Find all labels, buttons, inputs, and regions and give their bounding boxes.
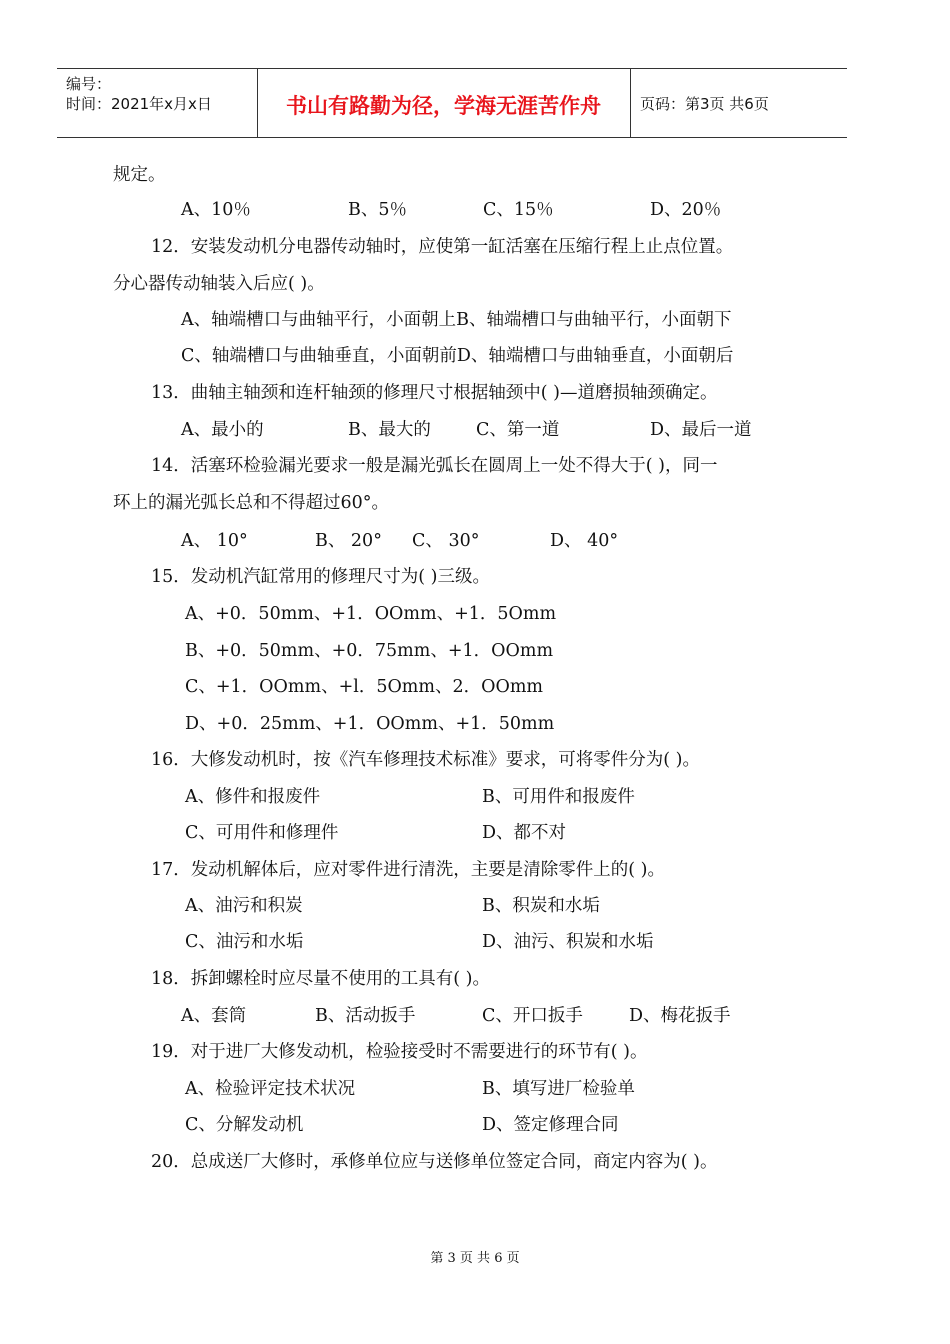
q14-option-c: C、 30° bbox=[412, 531, 480, 551]
q17-option-c: C、油污和水垢 bbox=[185, 932, 304, 952]
page-footer: 第 3 页 共 6 页 bbox=[430, 1251, 520, 1266]
q14-option-b: B、 20° bbox=[315, 531, 382, 551]
q11-option-a: A、10％ bbox=[181, 200, 251, 220]
q19-option-a: A、检验评定技术状况 bbox=[185, 1079, 356, 1099]
header-motto: 书山有路勤为径，学海无涯苦作舟 bbox=[286, 94, 601, 118]
q11-option-d: D、20％ bbox=[650, 200, 722, 220]
q16-option-a: A、修件和报废件 bbox=[185, 787, 321, 807]
q15-text: 15．发动机汽缸常用的修理尺寸为( )三级。 bbox=[151, 567, 490, 587]
q12-text-line2: 分心器传动轴装入后应( )。 bbox=[113, 274, 325, 294]
q17-option-b: B、积炭和水垢 bbox=[482, 896, 600, 916]
intro-line: 规定。 bbox=[113, 165, 166, 185]
q13-option-c: C、第一道 bbox=[476, 420, 560, 440]
q19-option-b: B、填写进厂检验单 bbox=[482, 1079, 635, 1099]
q17-text: 17．发动机解体后，应对零件进行清洗，主要是清除零件上的( )。 bbox=[151, 860, 665, 880]
q18-option-d: D、梅花扳手 bbox=[629, 1006, 731, 1026]
q15-option-d: D、+0．25mm、+1．OOmm、+1．50mm bbox=[185, 714, 555, 734]
q18-text: 18．拆卸螺栓时应尽量不使用的工具有( )。 bbox=[151, 969, 490, 989]
q13-option-b: B、最大的 bbox=[348, 420, 431, 440]
q14-option-d: D、 40° bbox=[550, 531, 619, 551]
q19-option-c: C、分解发动机 bbox=[185, 1115, 304, 1135]
q15-option-a: A、+0．50mm、+1．OOmm、+1．5Omm bbox=[185, 604, 557, 624]
q16-option-b: B、可用件和报废件 bbox=[482, 787, 635, 807]
q20-text: 20．总成送厂大修时，承修单位应与送修单位签定合同，商定内容为( )。 bbox=[151, 1152, 718, 1172]
q15-option-b: B、+0．50mm、+0．75mm、+1．OOmm bbox=[185, 641, 554, 661]
q18-option-c: C、开口扳手 bbox=[482, 1006, 583, 1026]
q18-option-b: B、活动扳手 bbox=[315, 1006, 416, 1026]
document-number-label: 编号： bbox=[66, 75, 112, 93]
q13-option-a: A、最小的 bbox=[181, 420, 264, 440]
q13-option-d: D、最后一道 bbox=[650, 420, 752, 440]
q17-option-d: D、油污、积炭和水垢 bbox=[482, 932, 654, 952]
q16-option-c: C、可用件和修理件 bbox=[185, 823, 339, 843]
header-page-number: 页码：第3页 共6页 bbox=[640, 95, 769, 113]
q11-option-b: B、5％ bbox=[348, 200, 407, 220]
q14-text-line1: 14．活塞环检验漏光要求一般是漏光弧长在圆周上一处不得大于( )，同一 bbox=[151, 456, 718, 476]
q12-options-cd: C、轴端槽口与曲轴垂直，小面朝前D、轴端槽口与曲轴垂直，小面朝后 bbox=[181, 346, 734, 366]
q17-option-a: A、油污和积炭 bbox=[185, 896, 303, 916]
q16-option-d: D、都不对 bbox=[482, 823, 567, 843]
document-date-label: 时间：2021年x月x日 bbox=[66, 95, 212, 113]
q15-option-c: C、+1．OOmm、+l．5Omm、2．OOmm bbox=[185, 677, 544, 697]
q12-text-line1: 12．安装发动机分电器传动轴时，应使第一缸活塞在压缩行程上止点位置。 bbox=[151, 237, 734, 257]
q13-text: 13．曲轴主轴颈和连杆轴颈的修理尺寸根据轴颈中( )—道磨损轴颈确定。 bbox=[151, 383, 718, 403]
header-page-cell bbox=[631, 69, 847, 137]
q18-option-a: A、套筒 bbox=[181, 1006, 247, 1026]
q12-options-ab: A、轴端槽口与曲轴平行，小面朝上B、轴端槽口与曲轴平行，小面朝下 bbox=[181, 310, 732, 330]
q14-option-a: A、 10° bbox=[181, 531, 248, 551]
q14-text-line2: 环上的漏光弧长总和不得超过60°。 bbox=[113, 493, 390, 513]
page-header bbox=[57, 68, 847, 138]
q16-text: 16．大修发动机时，按《汽车修理技术标准》要求，可将零件分为( )。 bbox=[151, 750, 700, 770]
q19-text: 19．对于进厂大修发动机，检验接受时不需要进行的环节有( )。 bbox=[151, 1042, 648, 1062]
q19-option-d: D、签定修理合同 bbox=[482, 1115, 619, 1135]
header-meta-cell bbox=[57, 69, 258, 137]
header-motto-cell bbox=[257, 69, 631, 137]
q11-option-c: C、15％ bbox=[483, 200, 554, 220]
